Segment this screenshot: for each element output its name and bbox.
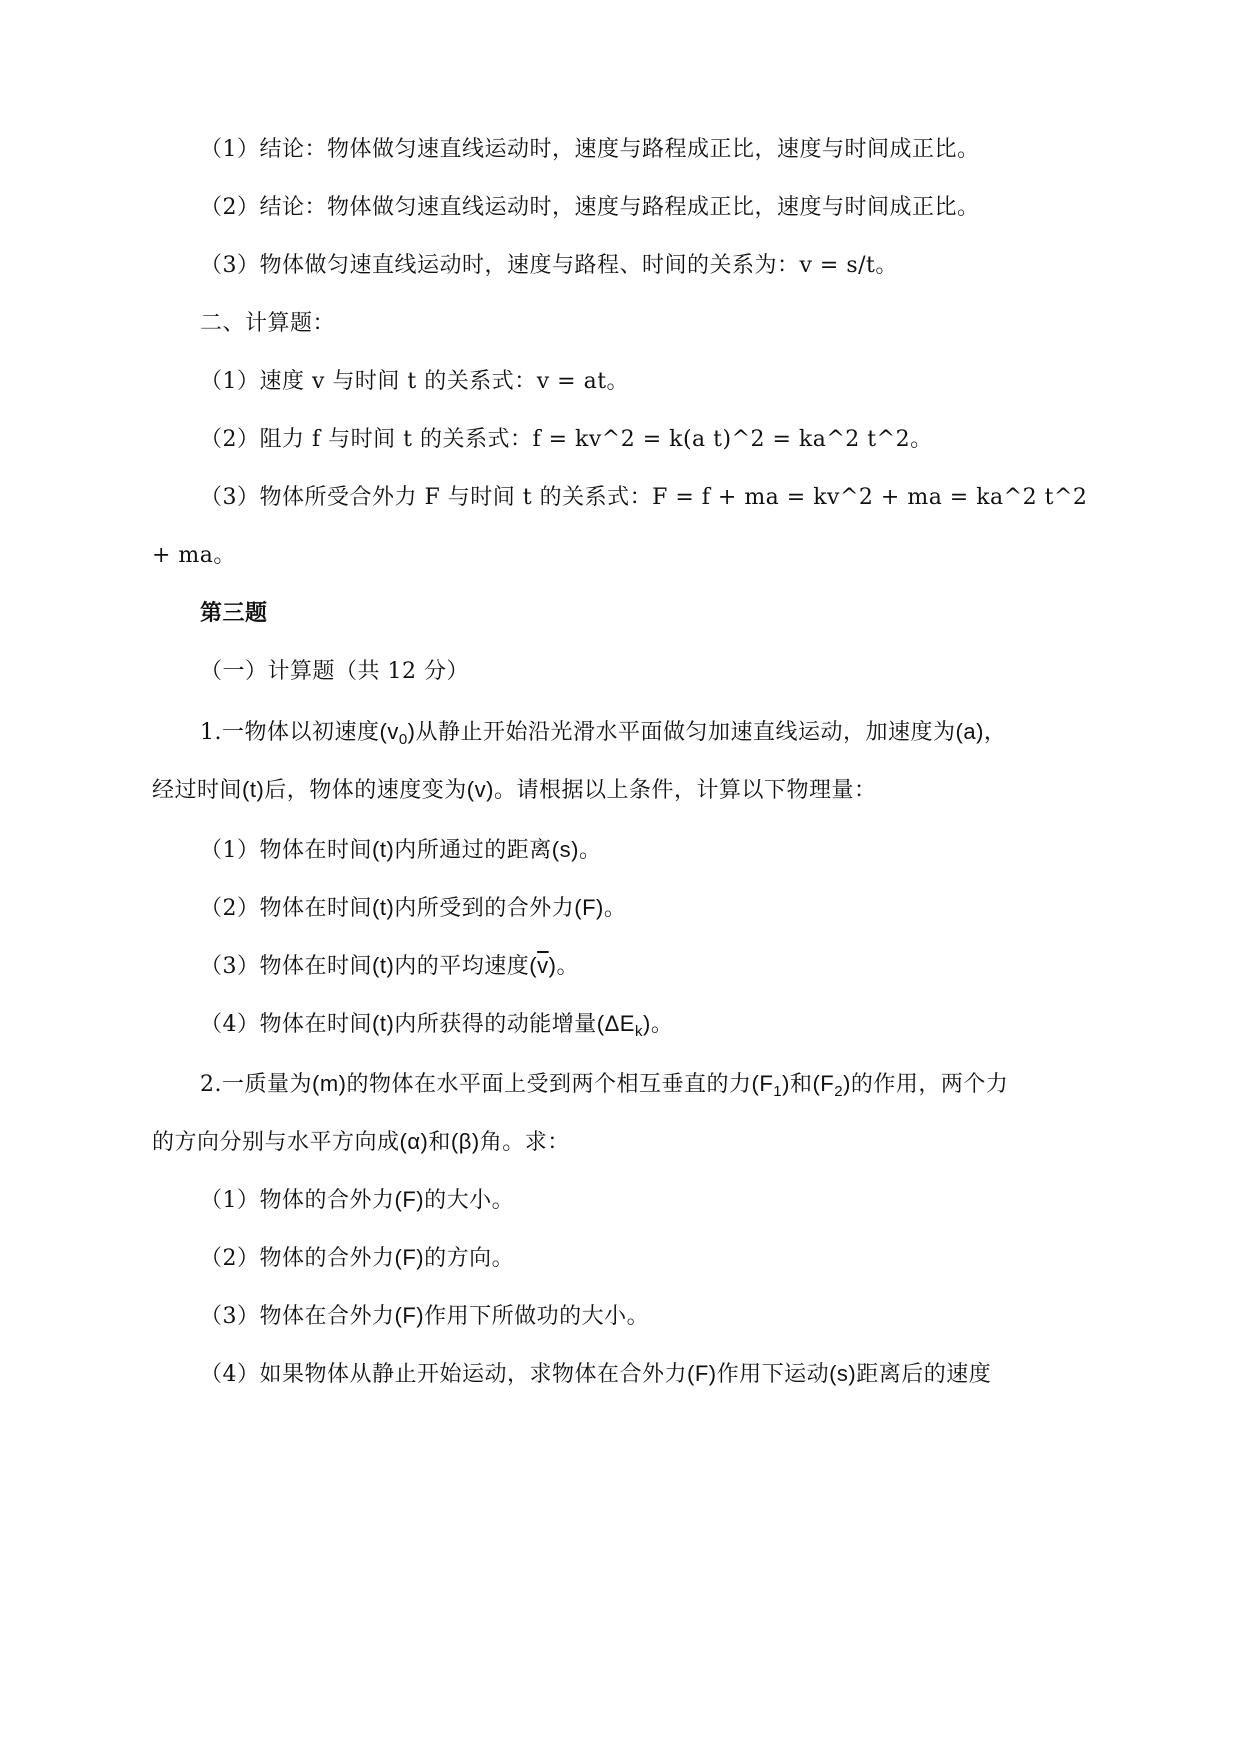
q1-text-e: 后，物体的速度变为 — [264, 778, 467, 803]
q1-v0-base: (v — [379, 719, 399, 744]
q1-text-a: 1.一物体以初速度 — [200, 720, 380, 745]
q2-F1-close: ) — [782, 1071, 790, 1096]
q2-F1 — [751, 1071, 790, 1100]
question-2-line-2 — [152, 1126, 570, 1159]
q1-sub-4-b: 内所获得的动能增量 — [394, 1012, 597, 1037]
q1-sub-2-c: 。 — [603, 896, 627, 921]
q1-sub-3-t: (t) — [372, 953, 395, 978]
q2-text-b: 的物体在水平面上受到两个相互垂直的力 — [346, 1072, 752, 1097]
q2-sub-2-F: (F) — [394, 1245, 425, 1270]
q2-sub-1-b: 的大小。 — [424, 1188, 515, 1213]
question-1-line-2 — [152, 774, 876, 807]
q2-sub-4-c: 距离后的速度 — [856, 1362, 992, 1387]
q2-sub-2-b: 的方向。 — [424, 1246, 515, 1271]
q1-sub-3-b: 内的平均速度 — [394, 954, 530, 979]
q2-text-f: 和 — [428, 1130, 451, 1155]
q2-F1-base: (F — [751, 1071, 774, 1096]
q1-sub-1-c: 。 — [578, 838, 602, 863]
conclusion-1: （1）结论：物体做匀速直线运动时，速度与路程成正比，速度与时间成正比。 — [200, 137, 980, 162]
q1-v: (v) — [466, 777, 494, 802]
q1-text-f: 。请根据以上条件，计算以下物理量： — [493, 778, 877, 803]
q1-sub-3-vbar-open: ( — [529, 953, 538, 978]
q2-sub-1-F: (F) — [394, 1187, 425, 1212]
q2-sub-4-a: （4）如果物体从静止开始运动，求物体在合外力 — [200, 1362, 687, 1387]
q1-sub-3 — [200, 950, 579, 983]
q1-sub-1-a: （1）物体在时间 — [200, 838, 372, 863]
q2-sub-3-b: 作用下所做功的大小。 — [424, 1304, 650, 1329]
q1-sub-3-a: （3）物体在时间 — [200, 954, 372, 979]
q2-sub-3 — [200, 1300, 649, 1333]
q2-sub-2 — [200, 1242, 514, 1275]
question-2-line-1 — [200, 1068, 1008, 1101]
q1-sub-4-t: (t) — [372, 1011, 395, 1036]
question-1-line-1 — [200, 716, 1006, 749]
calc-item-2: （2）阻力 f 与时间 t 的关系式：f = kv^2 = k(a t)^2 = ka^2 t^2。 — [200, 427, 933, 452]
q1-sub-4-a: （4）物体在时间 — [200, 1012, 372, 1037]
q2-F2-close: ) — [843, 1071, 851, 1096]
q1-sub-3-vbar-close: ) — [548, 953, 557, 978]
q1-sub-2 — [200, 892, 626, 925]
q2-F2-base: (F — [812, 1071, 835, 1096]
calc-item-1: （1）速度 v 与时间 t 的关系式：v = at。 — [200, 369, 630, 394]
q1-sub-1-s: (s) — [551, 837, 579, 862]
q2-sub-4-b: 作用下运动 — [716, 1362, 830, 1387]
q2-sub-4-F: (F) — [687, 1361, 717, 1386]
q1-sub-4-dE — [596, 1011, 651, 1040]
q1-text-c: ， — [983, 720, 1007, 745]
q2-F2-subscript: 2 — [834, 1083, 844, 1100]
q1-text-d: 经过时间 — [152, 778, 243, 803]
q2-text-d: 的作用，两个力 — [850, 1072, 1009, 1097]
calc-item-3-line-1: （3）物体所受合外力 F 与时间 t 的关系式：F = f + ma = kv^2 + ma = ka^2 t^2 — [200, 485, 1088, 510]
q2-sub-3-F: (F) — [394, 1303, 425, 1328]
q1-v0-close: ) — [407, 719, 416, 744]
calc-heading: 二、计算题： — [200, 311, 336, 336]
q1-sub-2-F: (F) — [574, 895, 604, 920]
q1-v0 — [379, 719, 416, 748]
q1-sub-1-b: 内所通过的距离 — [394, 838, 552, 863]
section-title: 第三题 — [200, 601, 268, 626]
q2-text-g: 角。求： — [479, 1130, 570, 1155]
q2-alpha: (α) — [399, 1129, 429, 1154]
q1-sub-3-vbar — [529, 953, 556, 978]
q1-sub-4-c: 。 — [650, 1012, 674, 1037]
q1-sub-2-b: 内所受到的合外力 — [394, 896, 575, 921]
q2-sub-4 — [200, 1358, 991, 1391]
q1-v0-subscript: 0 — [398, 731, 408, 748]
q1-sub-2-t: (t) — [372, 895, 395, 920]
conclusion-3: （3）物体做匀速直线运动时，速度与路程、时间的关系为：v = s/t。 — [200, 253, 898, 278]
q2-text-e: 的方向分别与水平方向成 — [152, 1130, 400, 1155]
q1-sub-2-a: （2）物体在时间 — [200, 896, 372, 921]
q2-text-a: 2.一质量为 — [200, 1072, 312, 1097]
q2-F2 — [812, 1071, 851, 1100]
q2-sub-2-a: （2）物体的合外力 — [200, 1246, 395, 1271]
q2-F1-subscript: 1 — [773, 1083, 783, 1100]
q2-m: (m) — [312, 1071, 347, 1096]
q2-sub-1-a: （1）物体的合外力 — [200, 1188, 395, 1213]
q2-sub-1 — [200, 1184, 514, 1217]
q2-text-c: 和 — [789, 1072, 813, 1097]
q1-sub-4-dE-subscript: k — [634, 1023, 643, 1040]
q1-sub-3-vbar-symbol: $\overline{v}$ — [537, 953, 549, 978]
q1-sub-1-t: (t) — [372, 837, 395, 862]
q2-sub-4-s: (s) — [829, 1361, 857, 1386]
q2-beta: (β) — [450, 1129, 480, 1154]
q1-t: (t) — [242, 777, 265, 802]
q1-sub-1 — [200, 834, 601, 867]
q1-text-b: 从静止开始沿光滑水平面做匀加速直线运动，加速度为 — [415, 720, 956, 745]
conclusion-2: （2）结论：物体做匀速直线运动时，速度与路程成正比，速度与时间成正比。 — [200, 195, 980, 220]
calc-item-3-line-2: + ma。 — [152, 543, 236, 568]
q1-sub-3-c: 。 — [556, 954, 579, 979]
section-subhead: （一）计算题（共 12 分） — [200, 659, 469, 684]
q1-a: (a) — [955, 719, 984, 744]
q2-sub-3-a: （3）物体在合外力 — [200, 1304, 395, 1329]
q1-sub-4-dE-close: ) — [642, 1011, 651, 1036]
q1-sub-4 — [200, 1008, 673, 1041]
q1-sub-4-dE-base: (ΔE — [596, 1011, 635, 1036]
